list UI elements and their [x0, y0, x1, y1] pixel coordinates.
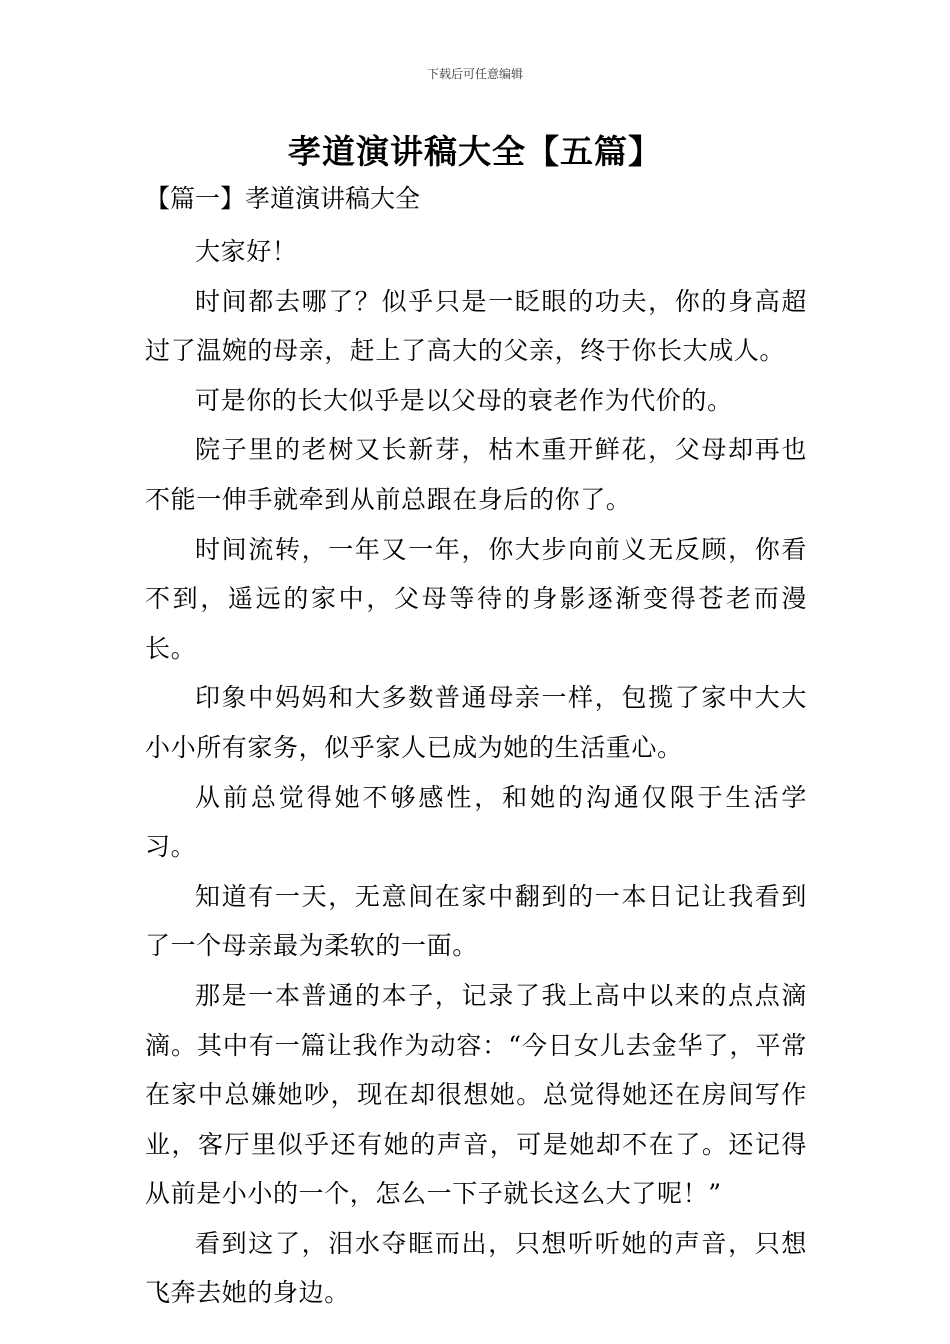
document-title: 孝道演讲稿大全【五篇】 [288, 132, 662, 171]
paragraph: 那是一本普通的本子，记录了我上高中以来的点点滴滴。其中有一篇让我作为动容：“今日女儿去金华了，平常在家中总嫌她吵，现在却很想她。总觉得她还在房间写作业，客厅里似乎还有她的声音，可是她却不在了。还记得从前是小小的一个，怎么一下子就长这么大了呢！” [145, 980, 807, 1209]
paragraph: 院子里的老树又长新芽，枯木重开鲜花，父母却再也不能一伸手就牵到从前总跟在身后的你了。 [145, 435, 807, 514]
header-note: 下载后可任意编辑 [426, 67, 523, 81]
paragraph: 从前总觉得她不够感性，和她的沟通仅限于生活学习。 [145, 782, 807, 862]
paragraph: 时间流转，一年又一年，你大步向前义无反顾，你看不到，遥远的家中，父母等待的身影逐渐变得苍老而漫长。 [145, 534, 807, 663]
paragraph: 知道有一天，无意间在家中翻到的一本日记让我看到了一个母亲最为柔软的一面。 [145, 881, 807, 961]
paragraph: 看到这了，泪水夺眶而出，只想听听她的声音，只想飞奔去她的身边。 [145, 1228, 807, 1308]
paragraph: 时间都去哪了？似乎只是一眨眼的功夫，你的身高超过了温婉的母亲，赶上了高大的父亲，终于你长大成人。 [145, 286, 807, 366]
body-text [145, 227, 807, 1318]
paragraph-greeting: 大家好！ [195, 237, 298, 266]
paragraph: 印象中妈妈和大多数普通母亲一样，包揽了家中大大小小所有家务，似乎家人已成为她的生活重心。 [145, 683, 807, 762]
section-heading: 【篇一】孝道演讲稿大全 [145, 184, 421, 213]
paragraph: 可是你的长大似乎是以父母的衰老作为代价的。 [195, 385, 733, 415]
